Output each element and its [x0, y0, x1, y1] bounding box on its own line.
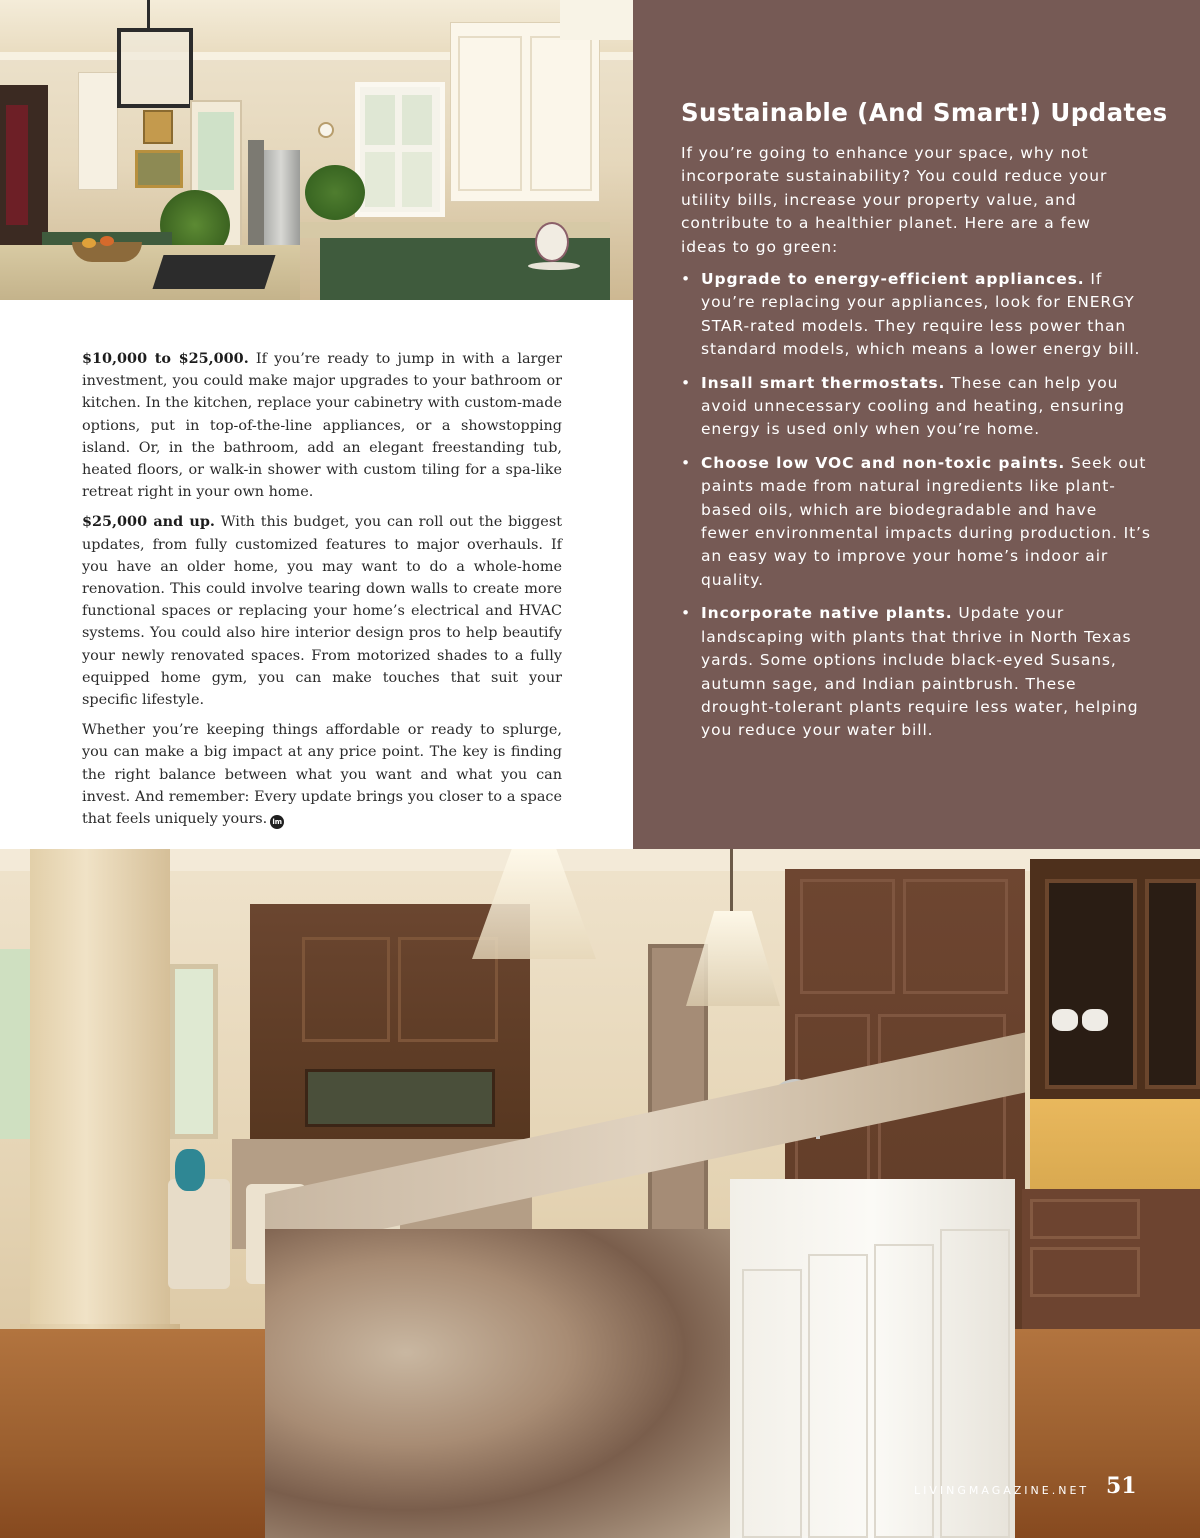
- paragraph-budget-high: [82, 511, 562, 711]
- bullet-icon: •: [681, 373, 692, 392]
- tip-lead: Upgrade to energy-efficient appliances.: [701, 270, 1085, 288]
- sidebar-intro: If you’re going to enhance your space, why not incorporate sustainability? You could reduce your utility bills, increase your property value, and contribute to a healthier planet. Here are a few ideas to go green:: [681, 144, 1108, 256]
- sidebar-tips-list: [681, 268, 1151, 753]
- bullet-icon: •: [681, 270, 692, 288]
- paragraph-text: With this budget, you can roll out the biggest updates, from fully customized features to major overhauls. If you have an older home, you may want to do a whole-home renovation. This could involve tearing down walls to create more functional spaces or replacing your home’s electrical and HVAC systems. You could also hire interior design pros to help beautify your newly renovated spaces. From motorized shades to a fully equipped home gym, you can make touches that suit your specific lifestyle.: [82, 514, 562, 709]
- sidebar-title: Sustainable (And Smart!) Updates: [681, 98, 1168, 127]
- end-of-article-icon: lm: [270, 815, 284, 829]
- tip-text: Update your landscaping with plants that thrive in North Texas yards. Some options include black-eyed Susans, autumn sage, and Indian paintbrush. These drought-tolerant plants require less water, helping you reduce your water bill.: [701, 604, 1139, 740]
- tip-text: These can help you avoid unnecessary cooling and heating, ensuring energy is used only when you’re home.: [701, 373, 1125, 439]
- tip-lead: Incorporate native plants.: [701, 604, 953, 623]
- tip-lead: Insall smart thermostats.: [701, 373, 946, 392]
- tip-item: [681, 372, 1151, 442]
- paragraph-text: If you’re ready to jump in with a larger investment, you could make major upgrades to your bathroom or kitchen. In the kitchen, replace your cabinetry with custom-made options, put in top-of-the-line appliances, or a showstopping island. Or, in the bathroom, add an elegant freestanding tub, heated floors, or walk-in shower with custom tiling for a spa-like retreat right in your own home.: [82, 351, 563, 501]
- paragraph-conclusion: [82, 719, 562, 830]
- bullet-icon: •: [681, 604, 692, 623]
- left-body-text: [82, 348, 562, 838]
- bottom-kitchen-photo: [0, 849, 1200, 1538]
- tip-item: [681, 602, 1151, 742]
- paragraph-lead: $10,000 to $25,000.: [82, 350, 249, 367]
- tip-item: [681, 452, 1151, 592]
- tip-text: Seek out paints made from natural ingredients like plant-based oils, which are biodegradable and have fewer environmental impacts during production. It’s an easy way to improve your home’s indoor air quality.: [701, 453, 1151, 589]
- sustainability-sidebar: [633, 0, 1200, 849]
- bullet-icon: •: [681, 453, 692, 472]
- paragraph-lead: $25,000 and up.: [82, 513, 215, 531]
- magazine-website: LIVINGMAGAZINE.NET: [914, 1484, 1090, 1497]
- page-number: 51: [1106, 1473, 1137, 1499]
- top-kitchen-photo: [0, 0, 633, 300]
- tip-item: [681, 268, 1151, 362]
- tip-text: If you’re replacing your appliances, look for ENERGY STAR-rated models. They require less power than standard models, which means a lower energy bill.: [701, 270, 1141, 359]
- paragraph-text: Whether you’re keeping things affordable or ready to splurge, you can make a big impact at any price point. The key is finding the right balance between what you want and what you can invest. And remember: Every update brings you closer to a space that feels uniquely yours.: [82, 722, 562, 828]
- paragraph-budget-mid: [82, 348, 562, 503]
- tip-lead: Choose low VOC and non-toxic paints.: [701, 453, 1066, 472]
